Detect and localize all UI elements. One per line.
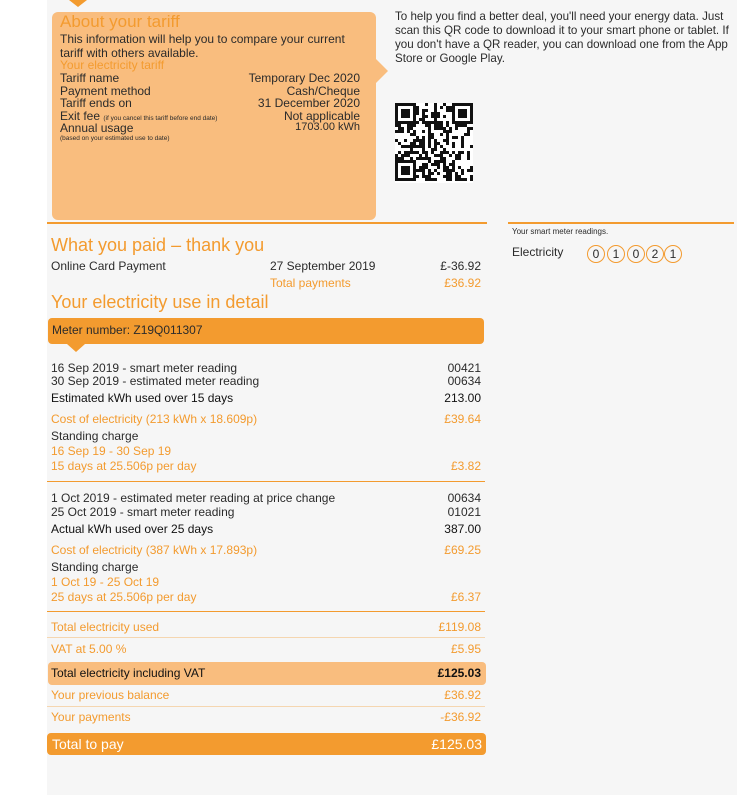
tariff-row-label: Annual usage bbox=[60, 121, 134, 135]
reading-value: 01021 bbox=[447, 505, 481, 519]
payments-value: -£36.92 bbox=[440, 710, 481, 724]
payment-label: Online Card Payment bbox=[51, 259, 166, 273]
qr-info-text: To help you find a better deal, you'll need your energy data. Just scan this QR code to download it to your smart phone or tablet. If you don't have a QR reader, you can download one from the App Store or Google Play. bbox=[395, 10, 729, 65]
meter-digit: 1 bbox=[664, 245, 682, 263]
qr-code-icon[interactable] bbox=[395, 103, 473, 183]
divider bbox=[47, 637, 485, 638]
payment-date: 27 September 2019 bbox=[270, 259, 376, 273]
payments-label: Your payments bbox=[51, 710, 131, 724]
cost-value: £69.25 bbox=[444, 543, 481, 557]
kwh-value: 213.00 bbox=[444, 391, 481, 405]
meter-digit: 1 bbox=[607, 245, 625, 263]
tariff-intro: This information will help you to compare your current tariff with others available. bbox=[60, 32, 345, 60]
tariff-heading: About your tariff bbox=[60, 12, 180, 31]
standing-label: Standing charge bbox=[51, 429, 139, 443]
standing-value: £6.37 bbox=[450, 590, 481, 604]
reading-value: 00421 bbox=[447, 361, 481, 375]
prev-balance-label: Your previous balance bbox=[51, 688, 170, 702]
tariff-row-value: Temporary Dec 2020 bbox=[248, 71, 360, 85]
reading-value: 00634 bbox=[447, 491, 481, 505]
reading-line: 30 Sep 2019 - estimated meter reading bbox=[51, 374, 260, 388]
meter-digit: 0 bbox=[627, 245, 645, 263]
divider bbox=[47, 481, 485, 482]
incl-vat-label: Total electricity including VAT bbox=[51, 666, 206, 680]
cost-line: Cost of electricity (213 kWh x 18.609p) bbox=[51, 412, 258, 426]
reading-value: 00634 bbox=[447, 374, 481, 388]
meter-notch bbox=[67, 344, 85, 352]
total-to-pay-value: £125.03 bbox=[431, 736, 482, 752]
meter-number: Meter number: Z19Q011307 bbox=[52, 323, 203, 337]
tariff-row-label: Payment method bbox=[60, 84, 151, 98]
vat-label: VAT at 5.00 % bbox=[51, 642, 127, 656]
standing-label: Standing charge bbox=[51, 560, 139, 574]
tariff-row-value: 1703.00 kWh bbox=[295, 121, 360, 133]
prev-balance-value: £36.92 bbox=[444, 688, 481, 702]
divider bbox=[47, 706, 485, 707]
tariff-row-value: Not applicable bbox=[283, 109, 360, 123]
smart-title: Your smart meter readings. bbox=[512, 227, 609, 236]
tariff-subheading: Your electricity tariff bbox=[60, 58, 165, 72]
total-payments-value: £36.92 bbox=[444, 276, 481, 290]
total-payments-label: Total payments bbox=[270, 276, 351, 290]
tariff-row-label: Tariff ends on bbox=[60, 96, 132, 110]
standing-rate: 25 days at 25.506p per day bbox=[51, 590, 197, 604]
divider bbox=[47, 611, 485, 612]
meter-digit: 2 bbox=[646, 245, 664, 263]
kwh-value: 387.00 bbox=[444, 522, 481, 536]
kwh-line: Estimated kWh used over 15 days bbox=[51, 391, 234, 405]
cost-line: Cost of electricity (387 kWh x 17.893p) bbox=[51, 543, 258, 557]
reading-line: 16 Sep 2019 - smart meter reading bbox=[51, 361, 238, 375]
exit-fee-label: Exit fee bbox=[60, 109, 101, 123]
total-used-label: Total electricity used bbox=[51, 620, 160, 634]
kwh-line: Actual kWh used over 25 days bbox=[51, 522, 214, 536]
standing-rate: 15 days at 25.506p per day bbox=[51, 459, 197, 473]
smart-label: Electricity bbox=[512, 245, 564, 259]
standing-dates: 1 Oct 19 - 25 Oct 19 bbox=[51, 575, 160, 589]
standing-value: £3.82 bbox=[450, 459, 481, 473]
reading-line: 25 Oct 2019 - smart meter reading bbox=[51, 505, 235, 519]
total-to-pay-label: Total to pay bbox=[52, 736, 124, 752]
tariff-notch bbox=[69, 0, 87, 7]
exit-fee-note: (if you cancel this tariff before end date) bbox=[103, 115, 218, 122]
incl-vat-value: £125.03 bbox=[437, 666, 481, 680]
vat-value: £5.95 bbox=[450, 642, 481, 656]
reading-line: 1 Oct 2019 - estimated meter reading at price change bbox=[51, 491, 336, 505]
payment-amount: £-36.92 bbox=[440, 259, 481, 273]
tariff-row-value: 31 December 2020 bbox=[257, 96, 360, 110]
tariff-row-label: Tariff name bbox=[60, 71, 120, 85]
usage-note: (based on your estimated use to date) bbox=[60, 135, 170, 142]
paid-heading: What you paid – thank you bbox=[51, 235, 265, 255]
detail-heading: Your electricity use in detail bbox=[51, 292, 269, 312]
tariff-pointer bbox=[375, 58, 388, 84]
meter-digit: 0 bbox=[587, 245, 605, 263]
cost-value: £39.64 bbox=[444, 412, 481, 426]
tariff-row-value: Cash/Cheque bbox=[286, 84, 360, 98]
standing-dates: 16 Sep 19 - 30 Sep 19 bbox=[51, 444, 172, 458]
total-used-value: £119.08 bbox=[438, 620, 481, 634]
divider bbox=[508, 222, 734, 224]
divider bbox=[47, 222, 487, 224]
